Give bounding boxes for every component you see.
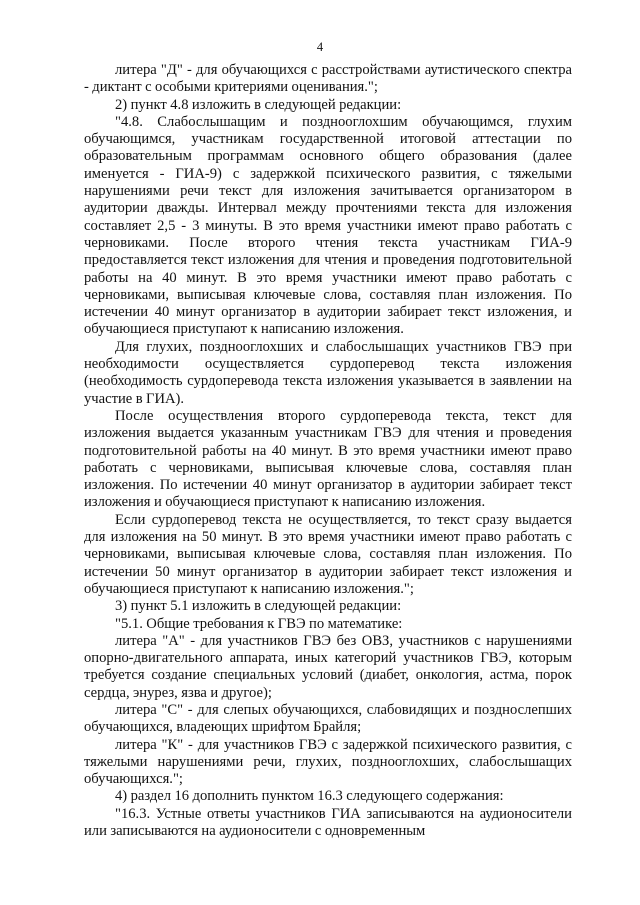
paragraph-sign-translation: Для глухих, позднооглохших и слабослышащих участников ГВЭ при необходимости осуществляется сурдоперевод текста изложения (необходимость сурдоперевода текста изложения указывается в заявлении на участие в ГИА). xyxy=(84,338,572,407)
paragraph-after-translation: После осуществления второго сурдоперевода текста, текст для изложения выдается указанным участникам ГВЭ для чтения и проведения подготовительной работы на 40 минут. В это время участники имеют право работать с черновиками, выписывая ключевые слова, составляя план изложения. По истечении 40 минут организатор в аудитории забирает текст изложения и обучающиеся приступают к написанию изложения. xyxy=(84,407,572,511)
document-body xyxy=(84,62,572,840)
paragraph-section-4-8: "4.8. Слабослышащим и позднооглохшим обучающимся, глухим обучающимся, участникам государственной итоговой аттестации по образовательным программам основного общего образования (далее именуется - ГИА-9) с задержкой психического развития, с тяжелыми нарушениями речи текст для изложения зачитывается организатором в аудитории дважды. Интервал между прочтениями текста для изложения составляет 2,5 - 3 минуты. В это время участники имеют право работать с черновиками. После второго чтения текста участникам ГИА-9 предоставляется текст изложения для чтения и проведения подготовительной работы на 40 минут. В это время участники имеют право работать с черновиками, выписывая ключевые слова, составляя план изложения. По истечении 40 минут организатор в аудитории забирает текст изложения, и обучающиеся приступают к написанию изложения. xyxy=(84,113,572,338)
paragraph-litera-c: литера "С" - для слепых обучающихся, слабовидящих и позднослепших обучающихся, владеющих шрифтом Брайля; xyxy=(84,701,572,736)
paragraph-litera-a: литера "А" - для участников ГВЭ без ОВЗ, участников с нарушениями опорно-двигательного аппарата, иных категорий участников ГВЭ, которым требуется создание специальных условий (диабет, онкология, астма, порок сердца, энурез, язва и другое); xyxy=(84,632,572,701)
paragraph-item-3-heading: 3) пункт 5.1 изложить в следующей редакции: xyxy=(115,598,402,615)
paragraph-section-16-3: "16.3. Устные ответы участников ГИА записываются на аудионосители или записываются на аудионосители с одновременным xyxy=(84,805,572,840)
paragraph-litera-d: литера "Д" - для обучающихся с расстройствами аутистического спектра - диктант с особыми критериями оценивания."; xyxy=(84,62,572,96)
page-number: 4 xyxy=(316,40,324,54)
paragraph-item-2-heading: 2) пункт 4.8 изложить в следующей редакции: xyxy=(115,96,402,113)
paragraph-no-translation: Если сурдоперевод текста не осуществляется, то текст сразу выдается для изложения на 50 минут. В это время участники имеют право работать с черновиками, выписывая ключевые слова, составляя план изложения. По истечении 50 минут организатор в аудитории забирает текст изложения и обучающиеся приступают к написанию изложения."; xyxy=(84,511,572,597)
paragraph-section-5-1: "5.1. Общие требования к ГВЭ по математике: xyxy=(115,615,403,632)
paragraph-litera-k: литера "К" - для участников ГВЭ с задержкой психического развития, с тяжелыми нарушениями речи, глухих, позднооглохших, слабослышащих обучающихся."; xyxy=(84,736,572,788)
paragraph-item-4-heading: 4) раздел 16 дополнить пунктом 16.3 следующего содержания: xyxy=(115,788,504,805)
